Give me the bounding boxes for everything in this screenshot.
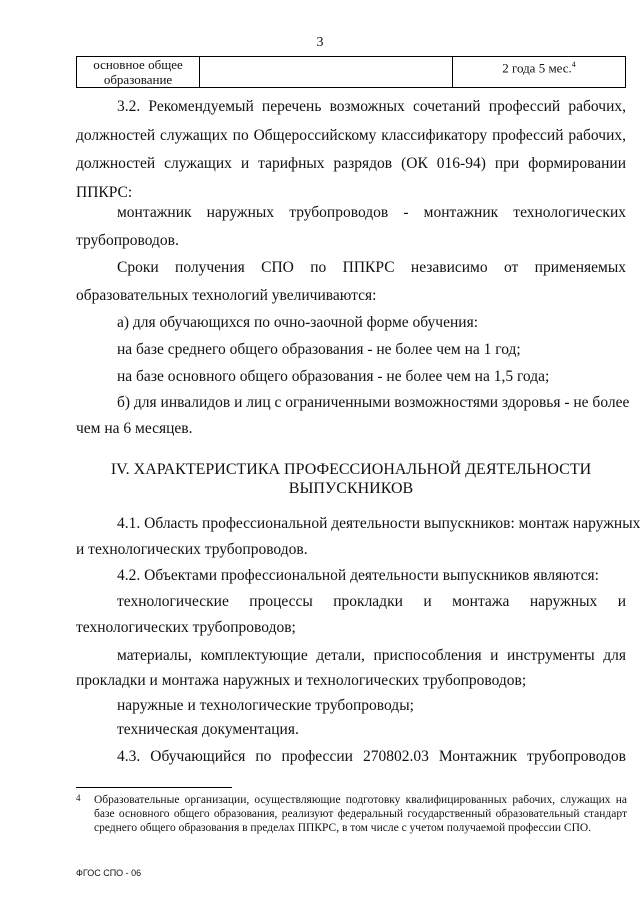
- table-cell-duration: [453, 57, 626, 88]
- footnote-mark: 4: [76, 793, 81, 803]
- page-number: 3: [316, 35, 324, 50]
- paragraph-line: наружные и технологические трубопроводы;: [117, 697, 414, 714]
- footnote-text: Образовательные организации, осуществляющие подготовку квалифицированных рабочих, служащих на базе основного общего образования, реализуют федеральный государственный образовательный стандарт среднего общего образования в пределах ППКРС, в том числе с учетом получаемой профессии СПО.: [94, 794, 627, 834]
- paragraph-line: 4.3. Обучающийся по профессии 270802.03 Монтажник трубопроводов: [117, 748, 626, 765]
- paragraph-line: должностей служащих по Общероссийскому классификатору профессий рабочих,: [76, 127, 626, 144]
- paragraph-line: на базе основного общего образования - не более чем на 1,5 года;: [117, 368, 550, 385]
- paragraph-line: техническая документация.: [117, 721, 299, 738]
- table-cell-education-base: основное общее образование: [77, 57, 200, 88]
- paragraph-line: ППКРС:: [76, 184, 133, 201]
- footnote-ref: 4: [571, 60, 576, 69]
- paragraph-line: 4.1. Область профессиональной деятельности выпускников: монтаж наружных: [117, 515, 640, 532]
- footnote: [76, 793, 627, 835]
- paragraph-line: 3.2. Рекомендуемый перечень возможных сочетаний профессий рабочих,: [117, 98, 626, 115]
- footnote-divider: [76, 787, 232, 788]
- paragraph-line: монтажник наружных трубопроводов - монтажник технологических: [117, 204, 626, 221]
- paragraph-line: на базе среднего общего образования - не более чем на 1 год;: [117, 341, 521, 358]
- education-duration-table: [76, 56, 626, 88]
- paragraph-line: 4.2. Объектами профессиональной деятельности выпускников являются:: [117, 567, 599, 584]
- page-footer: ФГОС СПО - 06: [76, 868, 142, 878]
- paragraph-line: должностей служащих и тарифных разрядов (ОК 016-94) при формировании: [76, 155, 626, 172]
- paragraph-line: технологических трубопроводов;: [76, 619, 296, 636]
- table-row: [77, 57, 626, 88]
- paragraph-line: технологические процессы прокладки и монтажа наружных и: [117, 593, 626, 610]
- paragraph-line: трубопроводов.: [76, 232, 179, 249]
- table-cell-empty: [200, 57, 453, 88]
- section-heading: ВЫПУСКНИКОВ: [288, 480, 414, 497]
- paragraph-line: прокладки и монтажа наружных и технологических трубопроводов;: [76, 672, 527, 689]
- paragraph-line: образовательных технологий увеличиваются:: [76, 287, 377, 304]
- paragraph-line: и технологических трубопроводов.: [76, 541, 308, 558]
- paragraph-line: Сроки получения СПО по ППКРС независимо от применяемых: [117, 259, 626, 276]
- paragraph-line: а) для обучающихся по очно-заочной форме обучения:: [117, 314, 479, 331]
- duration-text: 2 года 5 мес.: [502, 60, 572, 76]
- paragraph-line: б) для инвалидов и лиц с ограниченными возможностями здоровья - не более: [117, 394, 630, 411]
- paragraph-line: материалы, комплектующие детали, приспособления и инструменты для: [117, 647, 626, 664]
- paragraph-line: чем на 6 месяцев.: [76, 420, 193, 437]
- section-heading: IV. ХАРАКТЕРИСТИКА ПРОФЕССИОНАЛЬНОЙ ДЕЯТЕЛЬНОСТИ: [110, 461, 592, 478]
